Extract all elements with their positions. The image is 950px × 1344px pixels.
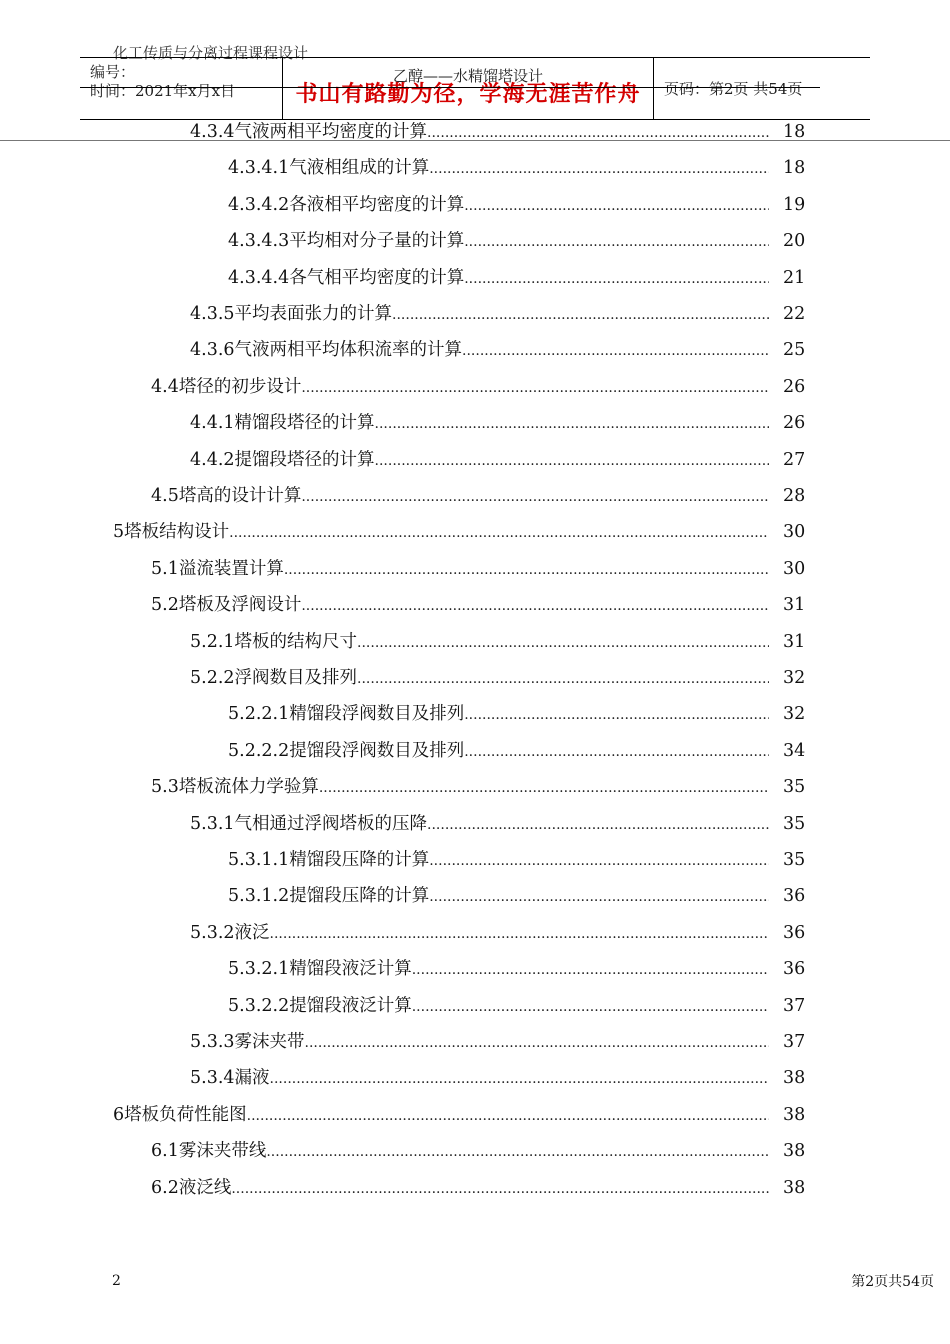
- toc-entry[interactable]: [190, 919, 806, 945]
- toc-dot-leader: [247, 1108, 769, 1124]
- toc-dot-leader: [427, 817, 769, 833]
- toc-entry[interactable]: [190, 664, 806, 690]
- toc-entry-title: 5.3.2.1精馏段液泛计算: [228, 959, 412, 980]
- toc-dot-leader: [231, 1181, 769, 1197]
- toc-entry-page: 32: [783, 704, 806, 725]
- toc-entry[interactable]: [190, 409, 806, 435]
- toc-entry[interactable]: [151, 482, 806, 508]
- toc-entry-page: 31: [783, 631, 806, 652]
- toc-entry-page: 35: [783, 777, 806, 798]
- toc-entry-title: 5.2.1塔板的结构尺寸: [190, 631, 358, 652]
- toc-entry-title: 5.3.2液泛: [190, 922, 270, 943]
- toc-dot-leader: [464, 271, 769, 287]
- toc-dot-leader: [464, 744, 769, 760]
- toc-entry[interactable]: [228, 264, 806, 290]
- toc-dot-leader: [464, 198, 769, 214]
- header-course-name: 化工传质与分离过程课程设计: [113, 44, 309, 62]
- toc-entry-title: 4.3.6气液两相平均体积流率的计算: [190, 340, 463, 361]
- toc-entry-page: 27: [783, 449, 806, 470]
- toc-entry-page: 37: [783, 1032, 806, 1052]
- toc-entry-page: 38: [783, 1104, 806, 1125]
- toc-entry-page: 25: [783, 340, 806, 361]
- toc-entry-title: 6塔板负荷性能图: [113, 1104, 247, 1125]
- toc-entry-title: 4.4.1精馏段塔径的计算: [190, 413, 375, 434]
- toc-entry-page: 19: [783, 194, 806, 215]
- toc-entry-page: 36: [783, 959, 806, 980]
- toc-entry-page: 22: [783, 304, 806, 324]
- toc-entry[interactable]: [228, 191, 806, 217]
- toc-entry-page: 30: [783, 558, 806, 579]
- toc-dot-leader: [357, 635, 769, 651]
- toc-dot-leader: [412, 962, 769, 978]
- toc-entry-page: 26: [783, 376, 806, 397]
- toc-dot-leader: [301, 598, 769, 614]
- toc-dot-leader: [427, 125, 769, 141]
- toc-dot-leader: [429, 853, 769, 869]
- toc-entry-title: 5.2.2浮阀数目及排列: [190, 668, 358, 688]
- toc-entry-title: 4.3.4.1气液相组成的计算: [228, 158, 430, 179]
- toc-entry[interactable]: [113, 1101, 806, 1127]
- toc-entry-page: 35: [783, 850, 806, 870]
- toc-dot-leader: [375, 416, 769, 432]
- toc-dot-leader: [305, 1035, 769, 1051]
- toc-entry-title: 5塔板结构设计: [113, 522, 230, 543]
- toc-dot-leader: [301, 489, 769, 505]
- toc-entry[interactable]: [228, 882, 806, 908]
- toc-entry-page: 36: [783, 886, 806, 907]
- toc-entry-title: 4.5塔高的设计计算: [151, 486, 302, 506]
- toc-dot-leader: [357, 671, 769, 687]
- toc-entry-page: 31: [783, 595, 806, 616]
- toc-entry-title: 4.3.4.3平均相对分子量的计算: [228, 231, 465, 252]
- toc-entry[interactable]: [190, 446, 806, 472]
- toc-entry-page: 38: [783, 1068, 806, 1089]
- document-title: 乙醇——水精馏塔设计: [392, 67, 543, 85]
- toc-entry-page: 32: [783, 668, 806, 688]
- toc-entry-title: 5.3.1.1精馏段压降的计算: [228, 850, 430, 870]
- toc-entry[interactable]: [151, 1137, 806, 1163]
- toc-entry-title: 4.3.4.2各液相平均密度的计算: [228, 194, 465, 215]
- toc-entry[interactable]: [190, 300, 806, 326]
- toc-entry[interactable]: [190, 1064, 806, 1090]
- toc-dot-leader: [464, 707, 769, 723]
- toc-entry-title: 4.3.4气液两相平均密度的计算: [190, 122, 428, 142]
- header-page-info: 页码：第2页 共54页: [664, 80, 803, 98]
- toc-dot-leader: [392, 307, 769, 323]
- motto-watermark: 书山有路勤为径，学海无涯苦作舟: [295, 81, 641, 107]
- toc-entry-title: 5.2.2.1精馏段浮阀数目及排列: [228, 704, 465, 725]
- toc-entry[interactable]: [190, 1028, 806, 1054]
- toc-entry-title: 4.3.4.4各气相平均密度的计算: [228, 267, 465, 288]
- toc-entry[interactable]: [228, 992, 806, 1018]
- toc-entry-page: 35: [783, 813, 806, 834]
- footer-page-info: 第2页共54页: [851, 1274, 934, 1290]
- toc-entry-title: 4.4.2提馏段塔径的计算: [190, 449, 375, 470]
- header-left-cell: [80, 58, 283, 119]
- toc-dot-leader: [429, 889, 769, 905]
- toc-dot-leader: [229, 525, 769, 541]
- toc-entry[interactable]: [151, 591, 806, 617]
- toc-dot-leader: [266, 1144, 769, 1160]
- toc-entry-title: 4.3.5平均表面张力的计算: [190, 304, 393, 324]
- toc-dot-leader: [375, 453, 769, 469]
- toc-dot-leader: [270, 926, 769, 942]
- toc-entry-title: 5.1溢流装置计算: [151, 558, 284, 579]
- toc-entry-page: 38: [783, 1177, 806, 1198]
- toc-entry[interactable]: [190, 628, 806, 654]
- toc-entry[interactable]: [228, 700, 806, 726]
- toc-entry[interactable]: [151, 555, 806, 581]
- toc-entry-title: 6.1雾沫夹带线: [151, 1141, 267, 1162]
- toc-entry-title: 5.2塔板及浮阀设计: [151, 595, 302, 616]
- toc-entry[interactable]: [228, 227, 806, 253]
- toc-entry-title: 5.3塔板流体力学验算: [151, 777, 319, 798]
- toc-entry[interactable]: [151, 1174, 806, 1200]
- toc-dot-leader: [462, 343, 769, 359]
- document-time: 时间：2021年x月x日: [90, 82, 236, 100]
- toc-entry-title: 4.4塔径的初步设计: [151, 376, 302, 397]
- toc-entry-page: 37: [783, 995, 806, 1016]
- toc-entry[interactable]: [228, 737, 806, 763]
- toc-entry[interactable]: [190, 118, 806, 144]
- toc-entry[interactable]: [228, 955, 806, 981]
- toc-entry[interactable]: [228, 154, 806, 180]
- header-center-cell: [283, 58, 654, 119]
- toc-entry-page: 21: [783, 267, 806, 288]
- toc-entry-page: 34: [783, 740, 806, 761]
- toc-entry-title: 5.3.4漏液: [190, 1068, 270, 1089]
- toc-entry-page: 18: [783, 158, 806, 179]
- toc-dot-leader: [429, 161, 769, 177]
- toc-dot-leader: [270, 1071, 769, 1087]
- toc-entry-title: 6.2液泛线: [151, 1177, 232, 1198]
- toc-entry-title: 5.3.3雾沫夹带: [190, 1032, 305, 1052]
- toc-entry-title: 5.3.2.2提馏段液泛计算: [228, 995, 412, 1016]
- header-strike-line: [80, 87, 820, 88]
- document-number-label: 编号：: [90, 63, 136, 81]
- toc-entry[interactable]: [151, 373, 806, 399]
- toc-entry-title: 5.2.2.2提馏段浮阀数目及排列: [228, 740, 465, 761]
- toc-dot-leader: [464, 234, 769, 250]
- toc-entry[interactable]: [113, 518, 806, 544]
- header-table: [80, 57, 870, 120]
- toc-entry-page: 28: [783, 486, 806, 506]
- toc-dot-leader: [412, 999, 769, 1015]
- toc-dot-leader: [284, 562, 769, 578]
- header-right-cell: [654, 58, 870, 119]
- toc-dot-leader: [301, 380, 769, 396]
- toc-entry[interactable]: [190, 810, 806, 836]
- footer-page-number: 2: [112, 1273, 121, 1289]
- toc-entry-page: 30: [783, 522, 806, 543]
- toc-entry-page: 20: [783, 231, 806, 252]
- toc-entry-page: 26: [783, 413, 806, 434]
- toc-entry-page: 38: [783, 1141, 806, 1162]
- toc-entry-title: 5.3.1.2提馏段压降的计算: [228, 886, 430, 907]
- toc-entry-page: 36: [783, 922, 806, 943]
- toc-entry[interactable]: [228, 846, 806, 872]
- toc-entry-title: 5.3.1气相通过浮阀塔板的压降: [190, 813, 428, 834]
- toc-entry[interactable]: [151, 773, 806, 799]
- toc-entry-page: 18: [783, 122, 806, 142]
- toc-entry[interactable]: [190, 336, 806, 362]
- toc-dot-leader: [319, 780, 769, 796]
